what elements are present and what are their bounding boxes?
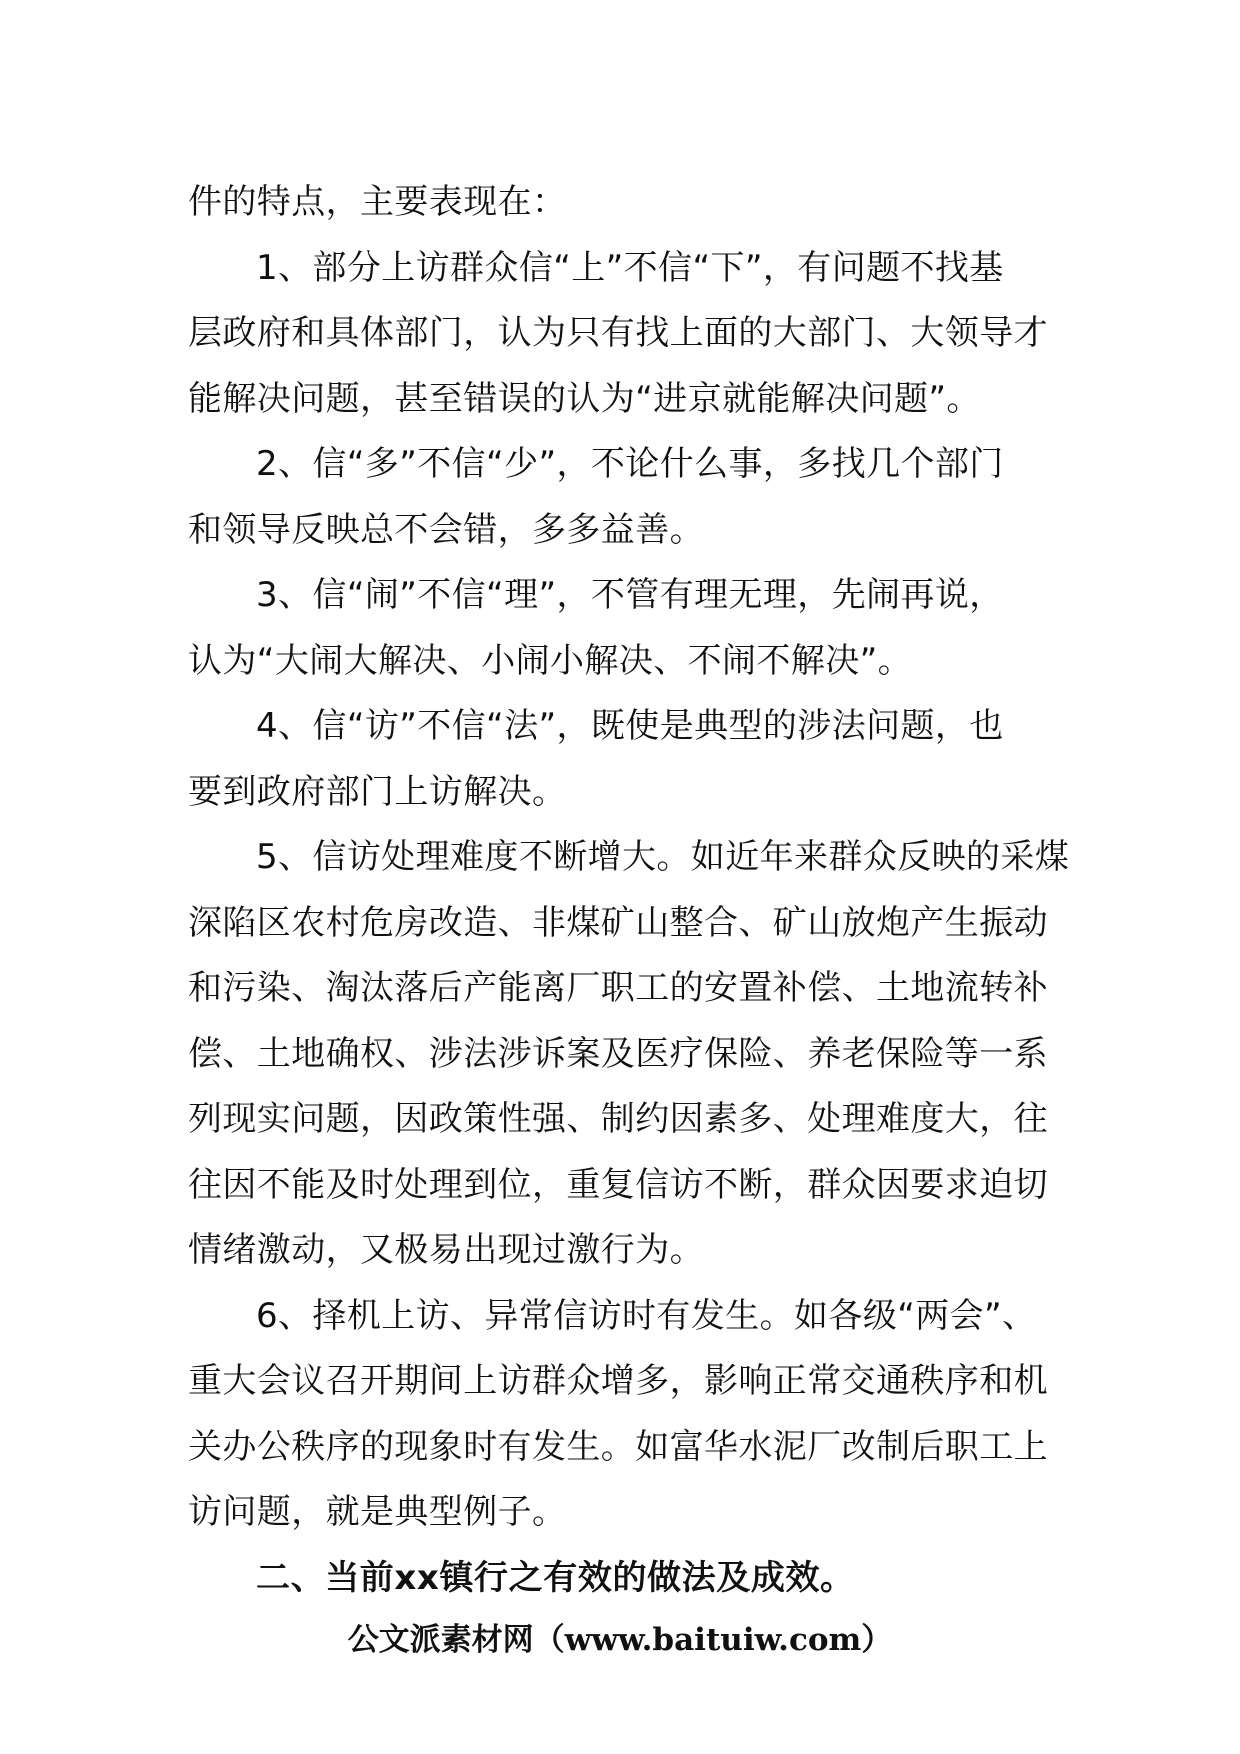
text-line: 件的特点，主要表现在： xyxy=(188,182,567,222)
list-item-2-line: 2、信“多”不信“少”，不论什么事，多找几个部门 xyxy=(256,444,1004,484)
list-item-4-line: 4、信“访”不信“法”，既使是典型的涉法问题，也 xyxy=(256,706,1004,746)
text-line: 和污染、淘汰落后产能离厂职工的安置补偿、土地流转补 xyxy=(188,968,1048,1008)
text-line: 层政府和具体部门，认为只有找上面的大部门、大领导才 xyxy=(188,313,1048,353)
text-line: 访问题，就是典型例子。 xyxy=(188,1492,567,1532)
list-item-3-line: 3、信“闹”不信“理”，不管有理无理，先闹再说， xyxy=(256,575,1004,615)
text-line: 和领导反映总不会错，多多益善。 xyxy=(188,509,704,550)
footer-watermark: 公文派素材网（www.baituiw.com） xyxy=(347,1622,893,1658)
text-line: 情绪激动，又极易出现过激行为。 xyxy=(188,1230,704,1270)
document-body xyxy=(188,170,1070,1611)
text-line: 能解决问题，甚至错误的认为“进京就能解决问题”。 xyxy=(188,378,981,419)
text-line: 重大会议召开期间上访群众增多，影响正常交通秩序和机 xyxy=(188,1361,1048,1401)
text-line: 偿、土地确权、涉法涉诉案及医疗保险、养老保险等一系 xyxy=(188,1033,1048,1074)
text-line: 深陷区农村危房改造、非煤矿山整合、矿山放炮产生振动 xyxy=(188,902,1048,943)
section-heading: 二、当前xx镇行之有效的做法及成效。 xyxy=(256,1557,855,1598)
text-line: 关办公秩序的现象时有发生。如富华水泥厂改制后职工上 xyxy=(188,1426,1048,1467)
text-line: 认为“大闹大解决、小闹小解决、不闹不解决”。 xyxy=(188,640,913,681)
text-line: 往因不能及时处理到位，重复信访不断，群众因要求迫切 xyxy=(188,1164,1048,1205)
text-line: 列现实问题，因政策性强、制约因素多、处理难度大，往 xyxy=(188,1099,1048,1139)
list-item-6-line: 6、择机上访、异常信访时有发生。如各级“两会”、 xyxy=(256,1295,1037,1336)
list-item-1-line: 1、部分上访群众信“上”不信“下”，有问题不找基 xyxy=(256,247,1004,288)
text-line: 要到政府部门上访解决。 xyxy=(188,771,567,812)
list-item-5-line: 5、信访处理难度不断增大。如近年来群众反映的采煤 xyxy=(256,837,1070,877)
